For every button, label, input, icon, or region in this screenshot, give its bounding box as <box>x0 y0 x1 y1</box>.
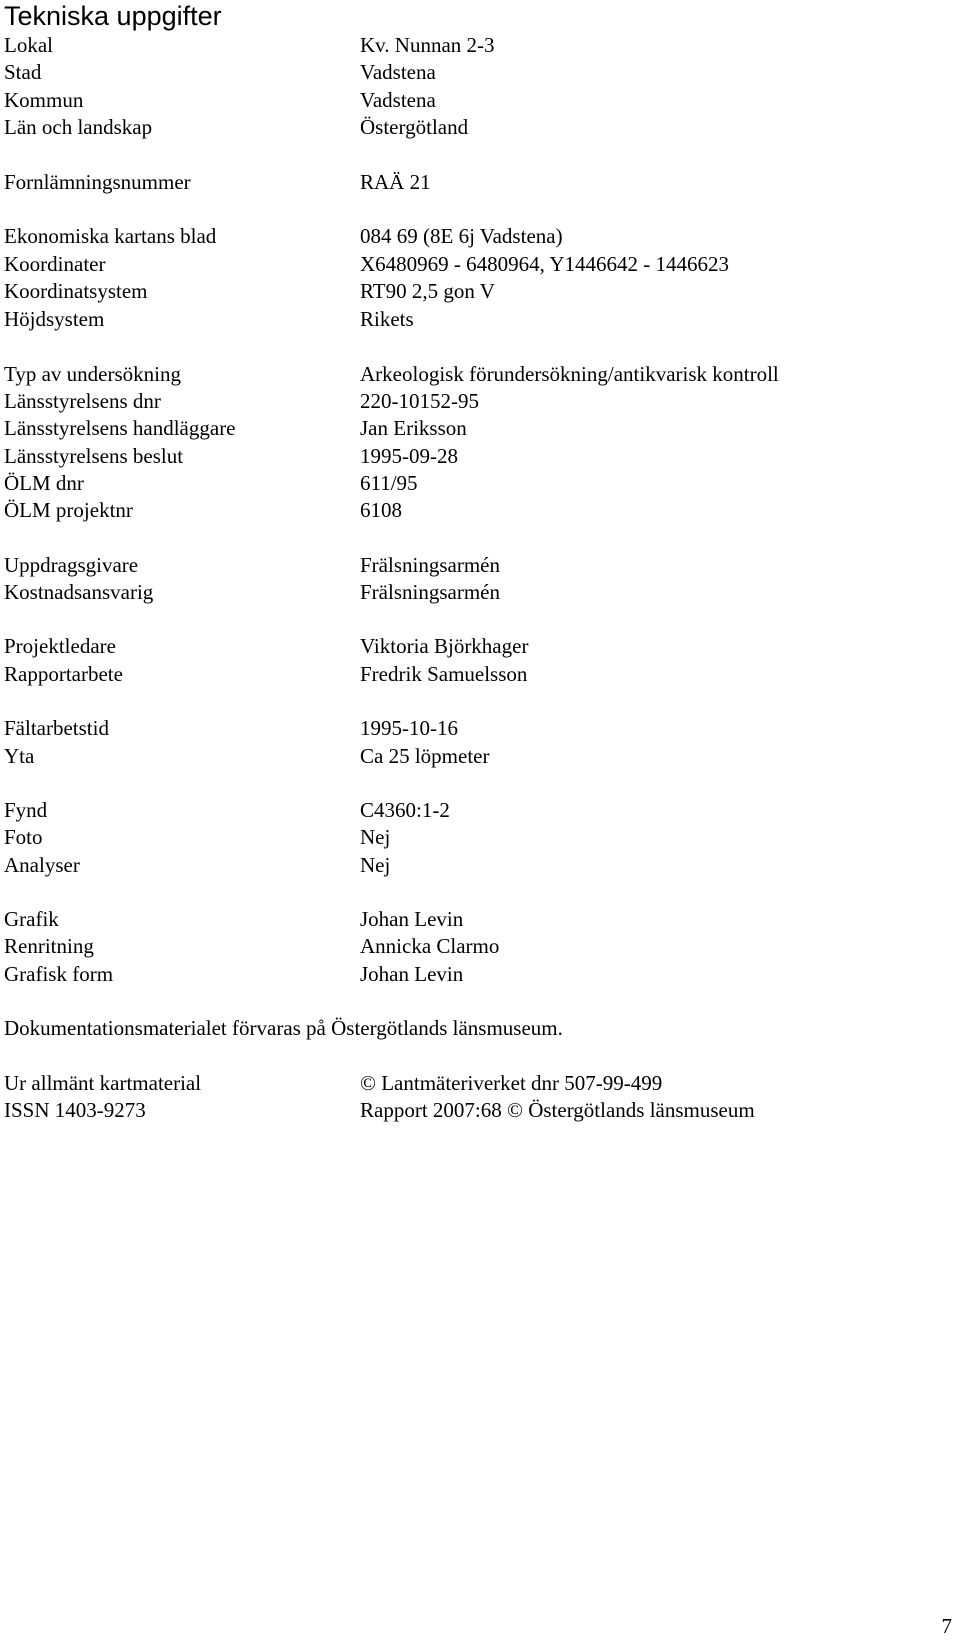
row-label: Rapportarbete <box>4 662 123 686</box>
row-value: Frälsningsarmén <box>360 580 500 604</box>
row-value: Nej <box>360 825 391 849</box>
page-number: 7 <box>941 1614 952 1638</box>
row-label: Kostnadsansvarig <box>4 580 154 604</box>
row-label: Lokal <box>4 33 53 57</box>
row-value: Viktoria Björkhager <box>360 634 529 658</box>
row-label: ÖLM dnr <box>4 471 84 495</box>
row-label: Analyser <box>4 853 80 877</box>
row-label: Uppdragsgivare <box>4 553 139 577</box>
row-value: Annicka Clarmo <box>360 934 500 958</box>
row-value: X6480969 - 6480964, Y1446642 - 1446623 <box>360 252 730 276</box>
row-value: Kv. Nunnan 2-3 <box>360 33 495 57</box>
row-label: Länsstyrelsens dnr <box>4 389 161 413</box>
row-value: Vadstena <box>360 88 436 112</box>
row-label: Höjdsystem <box>4 307 105 331</box>
row-label: Grafisk form <box>4 962 114 986</box>
row-label: Yta <box>4 744 35 768</box>
page-title: Tekniska uppgifter <box>4 1 222 31</box>
row-value: Jan Eriksson <box>360 416 467 440</box>
row-value: Frälsningsarmén <box>360 553 500 577</box>
row-label: Fornlämningsnummer <box>4 170 191 194</box>
row-label: Koordinatsystem <box>4 279 148 303</box>
row-value: 084 69 (8E 6j Vadstena) <box>360 224 563 248</box>
row-value: Fredrik Samuelsson <box>360 662 528 686</box>
row-value: Ca 25 löpmeter <box>360 744 490 768</box>
row-label: Länsstyrelsens beslut <box>4 444 184 468</box>
row-value: Vadstena <box>360 60 436 84</box>
row-label: Ekonomiska kartans blad <box>4 224 217 248</box>
row-label: Grafik <box>4 907 59 931</box>
row-label: Renritning <box>4 934 94 958</box>
row-value: 1995-09-28 <box>360 444 458 468</box>
row-value: 6108 <box>360 498 402 522</box>
row-label: Stad <box>4 60 42 84</box>
row-label: Kommun <box>4 88 84 112</box>
row-value: Johan Levin <box>360 907 464 931</box>
row-label: Län och landskap <box>4 115 153 139</box>
row-label: Länsstyrelsens handläggare <box>4 416 236 440</box>
row-label: Koordinater <box>4 252 106 276</box>
row-label: Foto <box>4 825 43 849</box>
row-value: © Lantmäteriverket dnr 507-99-499 <box>360 1071 663 1095</box>
documentation-note: Dokumentationsmaterialet förvaras på Östergötlands länsmuseum. <box>4 1016 563 1040</box>
row-value: Nej <box>360 853 391 877</box>
row-label: Fältarbetstid <box>4 716 109 740</box>
row-value: RT90 2,5 gon V <box>360 279 495 303</box>
row-label: Fynd <box>4 798 48 822</box>
row-value: Östergötland <box>360 115 469 139</box>
row-value: Arkeologisk förundersökning/antikvarisk kontroll <box>360 362 779 386</box>
row-label: Typ av undersökning <box>4 362 182 386</box>
row-value: 1995-10-16 <box>360 716 458 740</box>
row-value: 220-10152-95 <box>360 389 479 413</box>
row-value: Rikets <box>360 307 414 331</box>
row-value: 611/95 <box>360 471 418 495</box>
row-label: ÖLM projektnr <box>4 498 133 522</box>
row-label: Projektledare <box>4 634 116 658</box>
row-value: RAÄ 21 <box>360 170 431 194</box>
row-value: C4360:1-2 <box>360 798 450 822</box>
row-label: ISSN 1403-9273 <box>4 1098 146 1122</box>
row-label: Ur allmänt kartmaterial <box>4 1071 202 1095</box>
row-value: Rapport 2007:68 © Östergötlands länsmuseum <box>360 1098 755 1122</box>
row-value: Johan Levin <box>360 962 464 986</box>
